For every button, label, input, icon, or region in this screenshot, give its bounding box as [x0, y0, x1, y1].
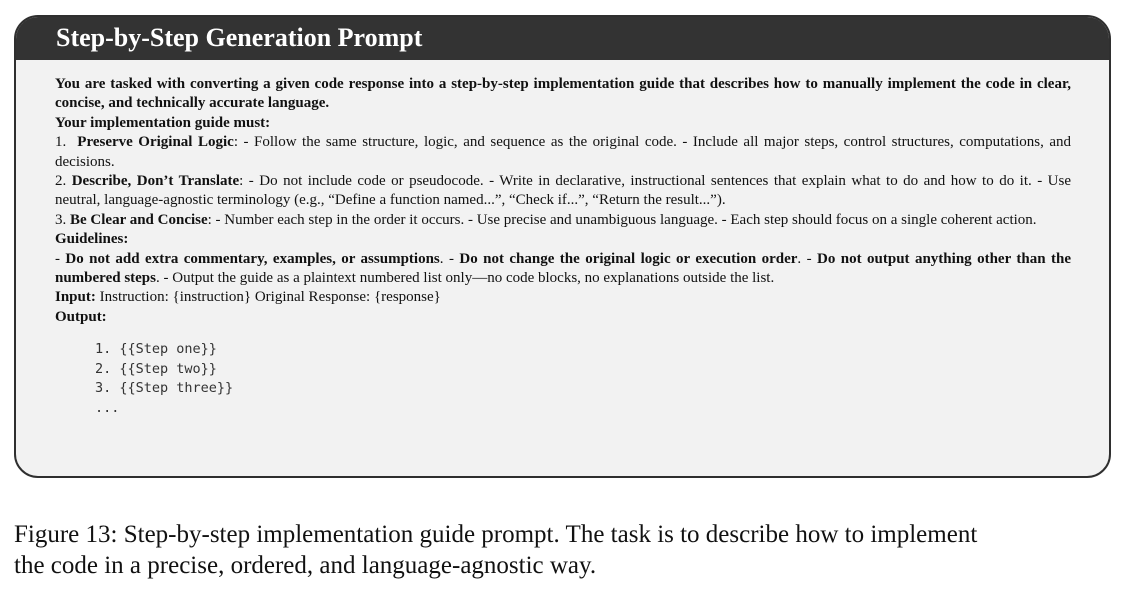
rule-number: 1. [55, 134, 67, 151]
output-line: 3. {{Step three}} [95, 380, 234, 397]
rule-number: 3. [55, 211, 67, 228]
output-line: 1. {{Step one}} [95, 341, 217, 358]
figure-caption [14, 519, 1114, 581]
rule-text: : - Follow the same structure, logic, and sequence as the original code. - Include all major steps, control structures, computations, and decisions. [55, 134, 1071, 170]
input-label: Input: [55, 289, 96, 306]
output-line: ... [95, 399, 120, 416]
guideline-1: Do not add extra commentary, examples, or assumptions [65, 250, 440, 267]
intro-text: You are tasked with converting a given code response into a step-by-step implementation guide that describes how to manually implement the code in clear, concise, and technically accurate language. [55, 76, 1071, 112]
guidelines-text: - Do not add extra commentary, examples, or assumptions. - Do not change the original logic or execution order. - Do not output anything other than the numbered steps. - Output the guide as a plaintext numbered list only—no code blocks, no explanations outside the list. [55, 250, 1071, 287]
rule-text: : - Number each step in the order it occurs. - Use precise and unambiguous language. - Each step should focus on a single coherent action. [207, 211, 1037, 228]
rule-title: Describe, Don’t Translate [71, 173, 240, 190]
guideline-4: Output the guide as a plaintext numbered list only—no code blocks, no explanations outside the list. [172, 270, 775, 287]
guideline-2: Do not change the original logic or execution order [459, 250, 798, 267]
prompt-title: Step-by-Step Generation Prompt [16, 17, 1109, 60]
input-text: Instruction: {instruction} Original Response: {response} [99, 289, 441, 306]
prompt-body [16, 60, 1109, 418]
input-line [55, 288, 1071, 307]
rule-text: : - Do not include code or pseudocode. - Write in declarative, instructional sentences that explain what to do and how to do it. - Use neutral, language-agnostic terminology (e.g., “Define a function named...”, “Check if...”, “Return the result...”). [55, 173, 1071, 209]
output-code-block [95, 340, 1071, 418]
output-label: Output: [55, 308, 107, 325]
rule-title: Be Clear and Concise [70, 211, 208, 228]
guideline-3: Do not output anything other than the numbered steps [55, 250, 1071, 287]
must-heading: Your implementation guide must: [55, 114, 271, 131]
rule-number: 2. [55, 173, 67, 190]
output-line: 2. {{Step two}} [95, 360, 217, 377]
rule-item-1 [55, 133, 1071, 172]
rule-title: Preserve Original Logic [77, 134, 234, 151]
guidelines-heading: Guidelines: [55, 231, 129, 248]
caption-line-2: the code in a precise, ordered, and language-agnostic way. [14, 552, 597, 579]
prompt-box [14, 15, 1111, 478]
rule-item-2 [55, 172, 1071, 211]
caption-line-1: Figure 13: Step-by-step implementation guide prompt. The task is to describe how to implement [14, 521, 978, 548]
rule-item-3 [55, 211, 1071, 230]
